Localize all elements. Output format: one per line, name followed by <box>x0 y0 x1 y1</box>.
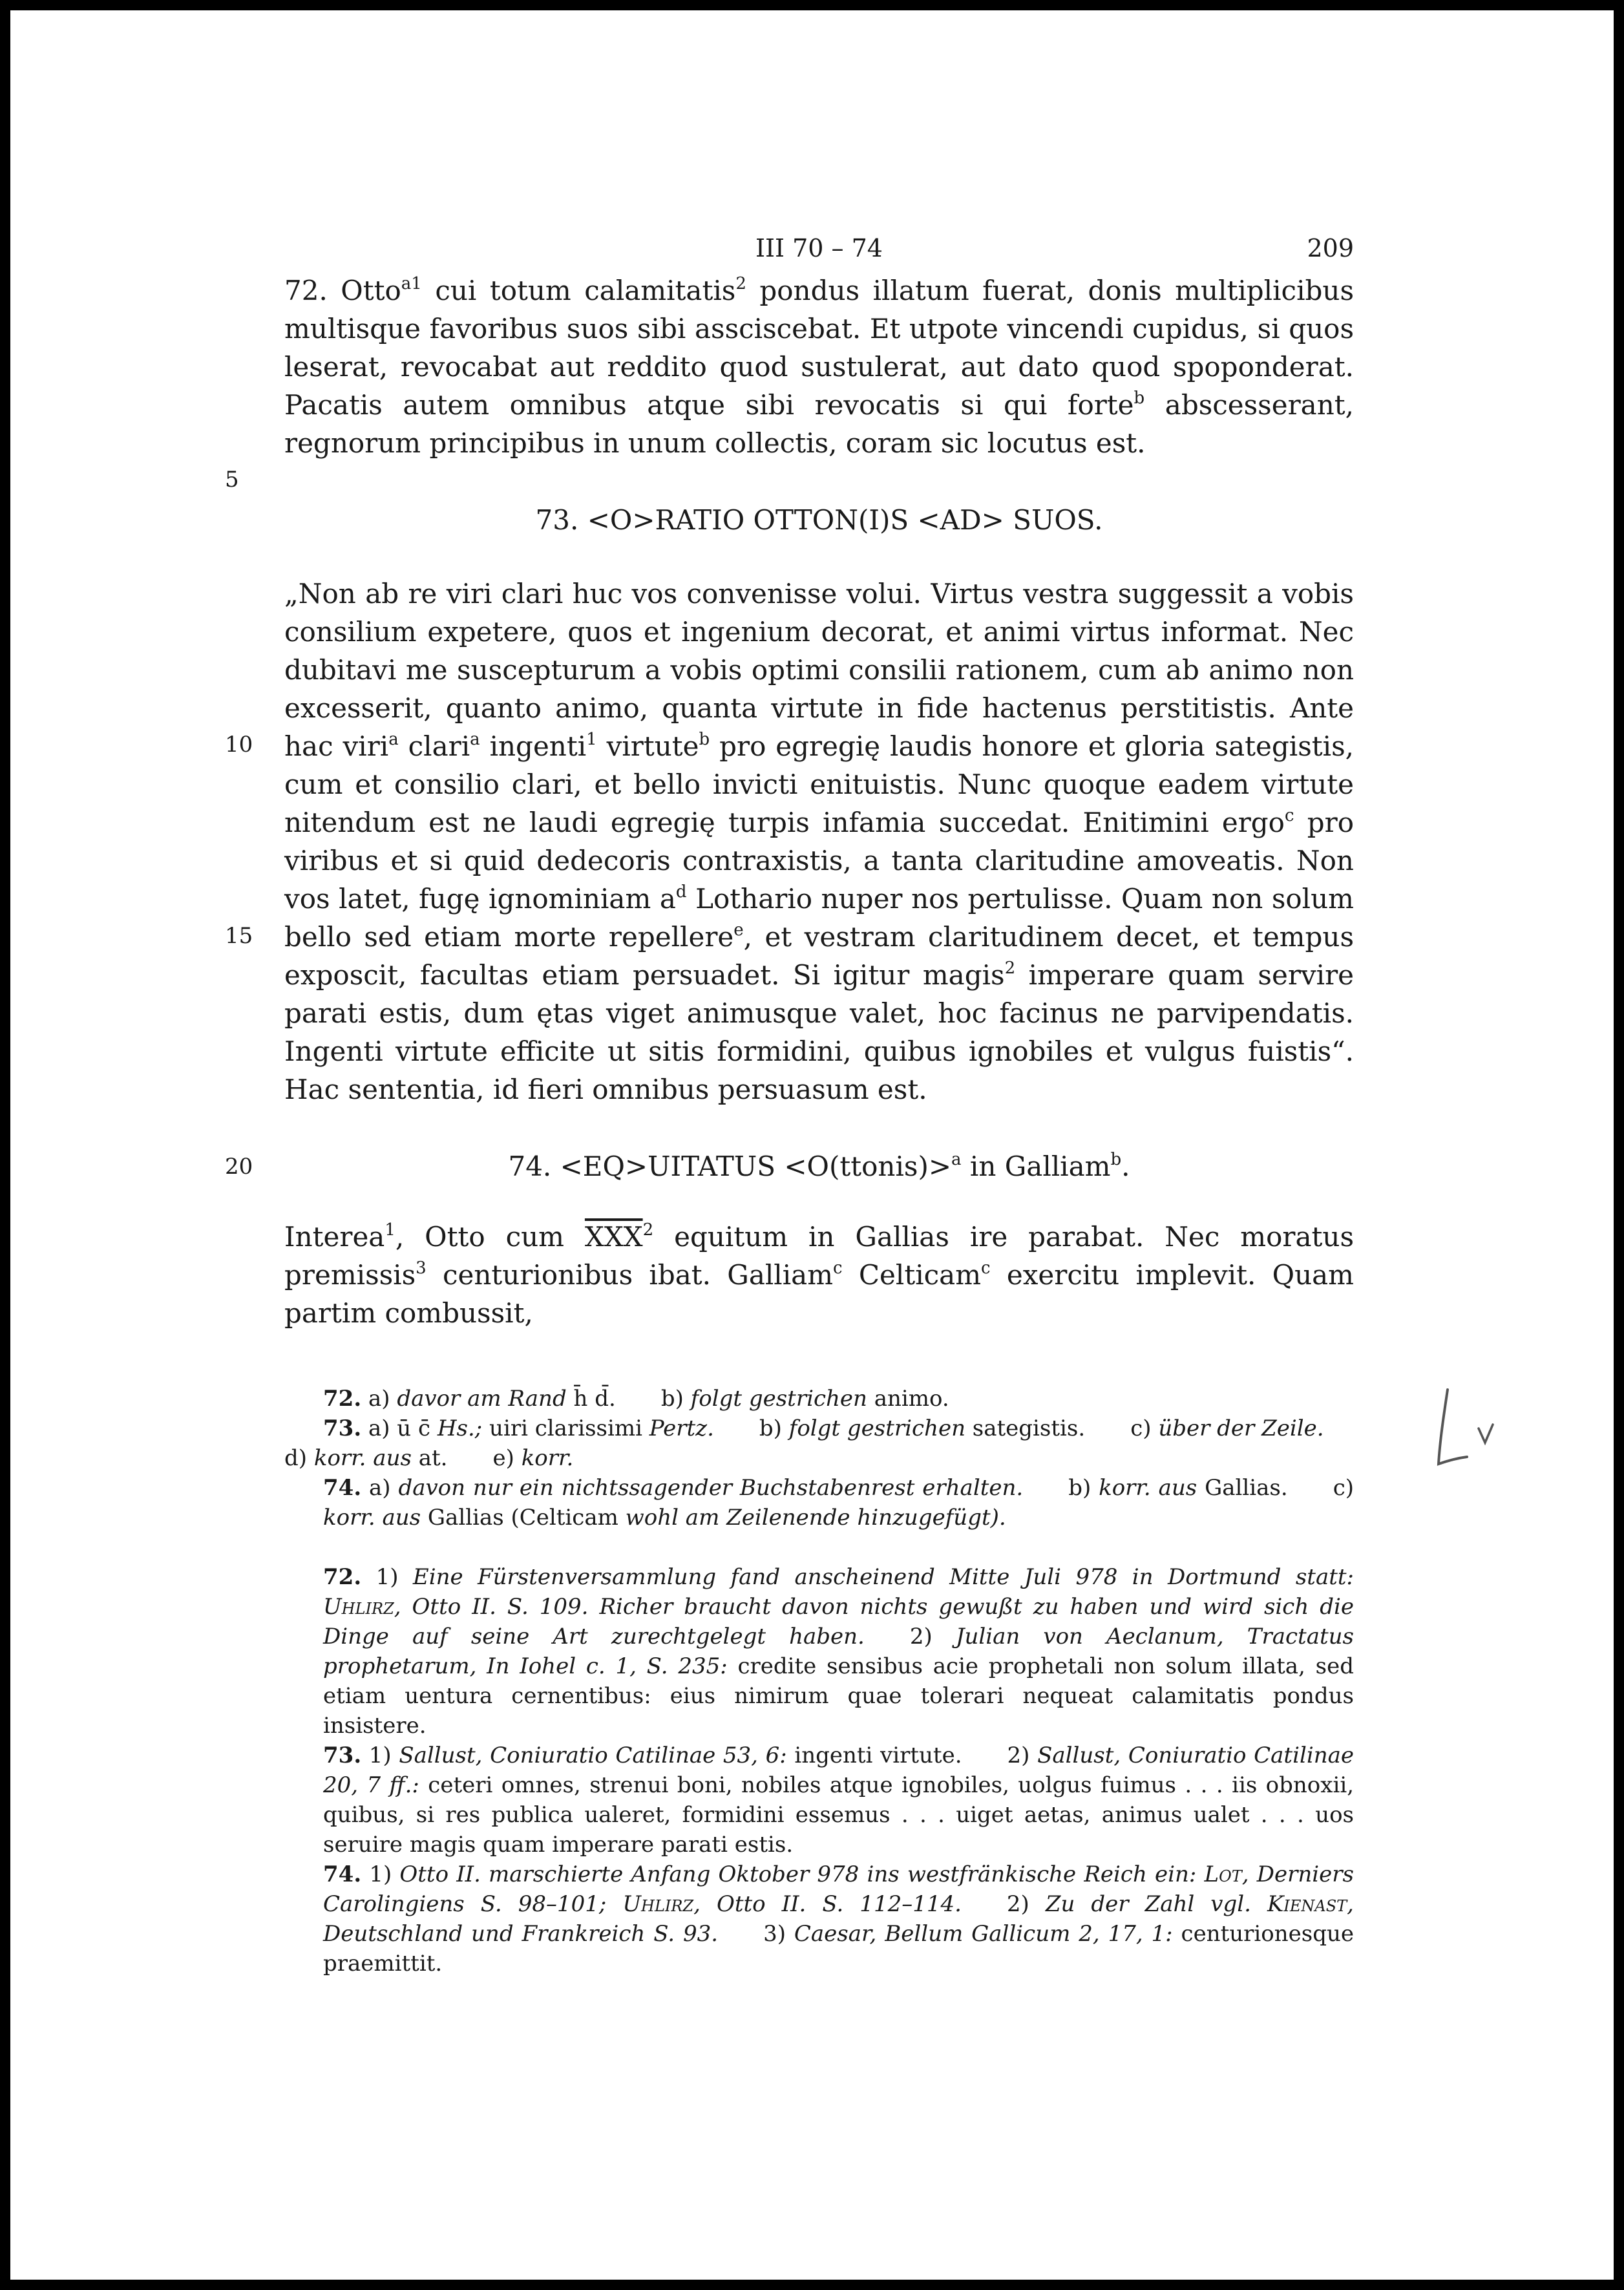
chapter-73-text: „Non ab re viri clari huc vos convenisse volui. Virtus vestra suggessit a vobis consilium expetere, quos et ingenium decorat, et animi virtus informat. Nec dubitavi me suscepturum a vobis optimi consilii rationem, cum ab animo non excesserit, quanto animo, quanta virtute in fide hactenus perstitistis. Ante hac viri$^a$ clari$^a$ ingenti$^1$ virtute$^b$ pro egregię laudis honore et gloria sategistis, cum et consilio clari, et bello invicti enituistis. Nunc quoque eadem virtute nitendum est ne laudi egregię turpis infamia succedat. Enitimini ergo$^c$ pro viribus et si quid dedecoris contraxistis, a tanta claritudine amoveatis. Non vos latet, fugę ignominiam $a^d$ Lothario nuper nos pertulisse. Quam non solum bello sed etiam morte repellere$^e$, et vestram claritudinem decet, et tempus exposcit, facultas etiam persuadet. Si igitur magis$^2$ imperare quam servire parati estis, dum ętas viget animusque valet, hoc facinus ne parvipendatis. Ingenti virtute efficite ut sitis formidini, quibus ignobiles et vulgus fuistis“. Hac sententia, id fieri omnibus persuasum est. <box>284 578 1355 1105</box>
chapter-74-text: Interea$^1$, Otto cum $\overline{XXX}^2$ equitum in Gallias ire parabat. Nec moratus premissis$^3$ centurionibus ibat. Galliam$^c$ Celticam$^c$ exercitu implevit. Quam partim combussit, <box>284 1220 1354 1329</box>
apparatus-73: 73. a) ū c̄ Hs.; uiri clarissimi Pertz. b) folgt gestrichen sategistis. c) über der Zeile. <box>323 1415 1324 1441</box>
chapter-73-heading: 73. <O>RATIO OTTON(I)S <AD> SUOS. <box>535 504 1103 536</box>
critical-apparatus <box>284 1384 1354 1532</box>
page-content <box>284 226 1354 1978</box>
line-number-20: 20 <box>225 1154 253 1180</box>
apparatus-73-cont: d) korr. aus at. e) korr. <box>284 1445 574 1471</box>
line-number-5: 5 <box>225 467 239 493</box>
page-number: 209 <box>1307 234 1354 262</box>
running-header <box>284 226 1354 271</box>
handwritten-margin-mark <box>1428 1383 1506 1474</box>
footnote-74: 74. 1) Otto II. marschierte Anfang Oktober 978 ins westfränkische Reich ein: Lot, Derniers Carolingiens S. 98–101; Uhlirz, Otto II. S. 112–114. 2) Zu der Zahl vgl. Kienast, Deutschland und Frankreich S. 93. 3) Caesar, Bellum Gallicum 2, 17, 1: centurionesque praemittit. <box>323 1861 1354 1977</box>
apparatus-74: 74. a) davon nur ein nichtssagender Buchstabenrest erhalten. b) korr. aus Gallias. c) korr. aus Gallias (Celticam wohl am Zeilenende hinzugefügt). <box>323 1475 1354 1531</box>
footnote-73: 73. 1) Sallust, Coniuratio Catilinae 53, 6: ingenti virtute. 2) Sallust, Coniuratio Catilinae 20, 7 ff.: ceteri omnes, strenui boni, nobiles atque ignobiles, uolgus fuimus . . . iis obnoxii, quibus, si res publica ualeret, formidini essemus . . . uiget aetas, animus ualet . . . uos seruire magis quam imperare parati estis. <box>323 1743 1355 1858</box>
apparatus-72: 72. a) davor am Rand h̄ d̄. b) folgt gestrichen animo. <box>323 1386 949 1412</box>
main-text <box>284 271 1354 1332</box>
roman-numeral-overlined: $\overline{XXX}$ <box>584 1221 643 1253</box>
line-number-10: 10 <box>225 732 253 758</box>
footnotes <box>284 1562 1354 1978</box>
chapter-72-text: 72. Otto$^{a1}$ cui totum calamitatis$^2$ pondus illatum fuerat, donis multiplicibus multisque favoribus suos sibi assciscebat. Et utpote vincendi cupidus, si quos leserat, revocabat aut reddito quod sustulerat, aut dato quod spoponderat. Pacatis autem omnibus atque sibi revocatis si qui forte$^b$ abscesserant, regnorum principibus in unum collectis, coram sic locutus est. <box>284 274 1354 459</box>
footnote-72: 72. 1) Eine Fürstenversammlung fand anscheinend Mitte Juli 978 in Dortmund statt: Uhlirz, Otto II. S. 109. Richer braucht davon nichts gewußt zu haben und wird sich die Dinge auf seine Art zurechtgelegt haben. 2) Julian von Aeclanum, Tractatus prophetarum, In Iohel c. 1, S. 235: credite sensibus acie prophetali non solum illata, sed etiam uentura cernentibus: eius nimirum quae tolerari nequeat calamitatis pondus insistere. <box>323 1564 1355 1739</box>
line-number-15: 15 <box>225 923 253 949</box>
running-title: III 70 – 74 <box>755 234 883 262</box>
chapter-74-heading: 74. <EQ>UITATUS <O(ttonis)>$^a$ in Galliam$^b$. <box>508 1150 1130 1182</box>
